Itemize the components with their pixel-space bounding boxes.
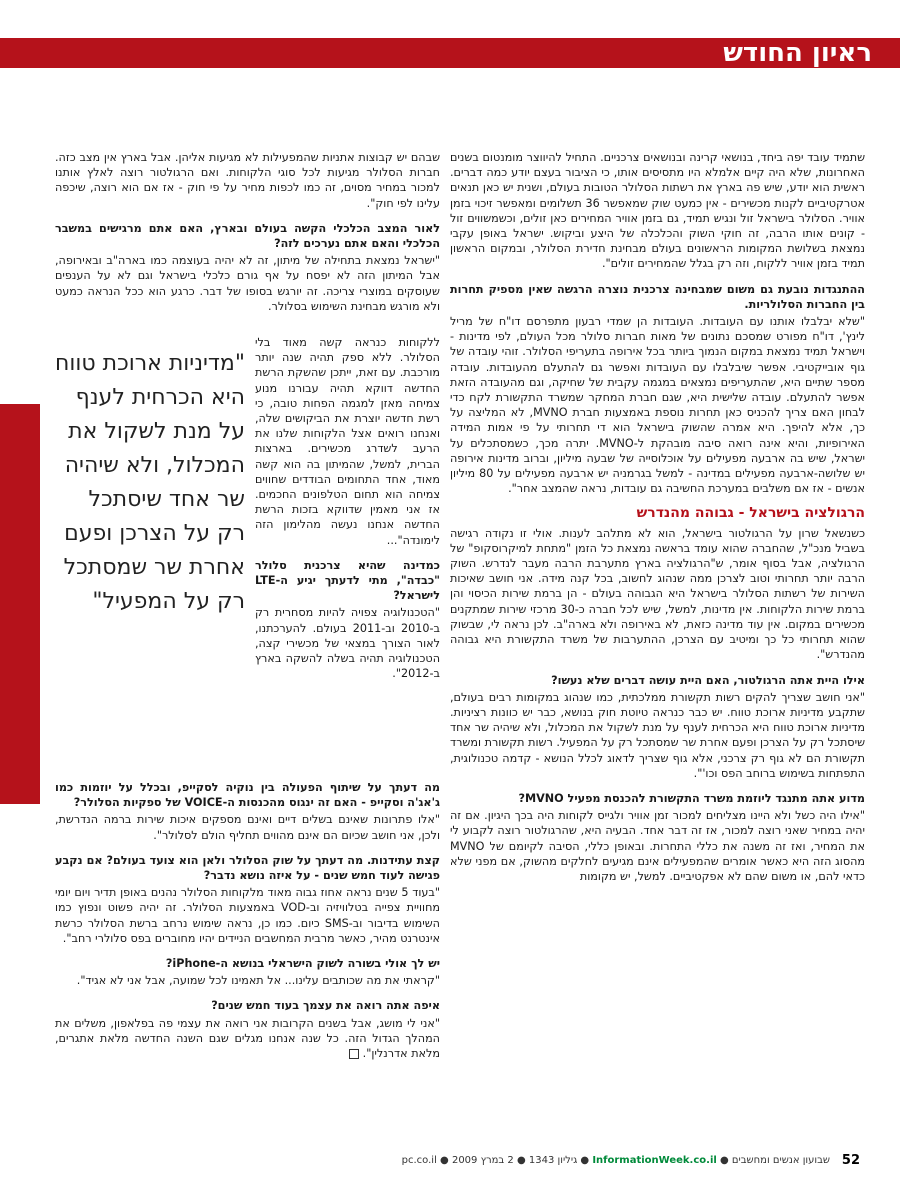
issue-number: גיליון 1343	[528, 1155, 578, 1166]
section-heading: אילו היית אתה הרגולטור, האם היית עושה דברים שלא נעשו?	[551, 673, 865, 687]
article-column-right	[450, 150, 865, 888]
paragraph: "קראתי את מה שכותבים עלינו... אל תאמינו לכל שמועה, אבל אני לא אגיד".	[76, 974, 440, 988]
article-column-left-bottom	[55, 770, 440, 1065]
section-heading: הרגולציה בישראל - גבוהה מהנדרש	[636, 505, 865, 522]
paragraph: "אני חושב שצריך להקים רשות תקשורת ממלכתית, כמו שנהוג במקומות רבים בעולם, שתקבע מדיניות ארוכת טווח. יש כבר כנראה טיוטת חוק בנושא, כבר יש כוונות רציניות. מדיניות ארוכת טווח היא הכרחית לענף על מנת לשקול את המכלול, ולא שיהיה שר אחד שיסתכל רק על הצרכן ופעם אחרת שר שמסתכל רק על המפעיל. רשות תקשורת ומשרד תקשורת הם לא גוף רק צרכני, אלא גוף שצריך לדאוג לכלל הנושא - קדמה טכנולוגית, התפתחות בשימוש ברוחב הפס וכו'".	[450, 690, 865, 780]
paragraph: "אלו פתרונות שאינם בשלים דיים ואינם מספקים איכות שירות ברמה הנדרשת, ולכן, אני חושב שכיום הם אינם מהווים תחליף הולם לסלולר".	[55, 813, 440, 842]
end-mark-icon	[349, 1049, 359, 1059]
section-heading: מה דעתך על שיתוף הפעולה בין נוקיה לסקייפ, ובכלל על יוזמות כמו ג'אג'ה וסקייפ - האם זה ינגוס מהכנסות ה-VOICE של ספקיות הסלולר?	[55, 781, 440, 810]
paragraph: שתמיד עובד יפה ביחד, בנושאי קרינה ובנושאים צרכניים. התחיל להיווצר מומנטום בשנים האחרונות, שלא היה קיים אלמלא היו מתסיסים אותו, כי הציבור בעצם יודע כמה דברים. ראשית הוא יודע, שיש פה בארץ את רשתות הסלולר הטובות בעולם, ושנית יש כאן תנאים אטרקטיביים לקנות מכשירים - אין כמעט שוק שמאפשר 36 תשלומים ומאפשר זיכוי בזמן אוויר. הסלולר בישראל זול ונגיש תמיד, גם בזמן אוויר המחירים כאן זולים, וכשמשווים זול - קונים אותו הרבה, זה חוקי השוק והכלכלה של היצע וביקוש. ישראל באופן עקבי נמצאת בשלושת המקומות הראשונים בעולם מבחינת חדירת הסלולר, ובמקום הראשון תמיד בזמן אוויר ללקוח, וזה רק בגלל שהמחירים זולים".	[450, 151, 865, 271]
paragraph: "אילו היה כשל ולא היינו מצליחים למכור זמן אוויר ולגייס לקוחות היה בכך היגיון. אם זה יהיה במחיר שאני רוצה למכור, אז זה דבר אחד. הבעיה היא, שהרגולטור רוצה לקבוע לי את המחיר, ואז זה משנה את כללי התחרות. ובאופן כללי, הסיבה לקיומם של MVNO מהסוג הזה היא כאשר אומרים שהמפעילים אינם מגיעים לחלקים מהשוק, אם מפני שלא כדאי להם, או משום שהם לא אפקטיביים. למשל, יש מקומות	[450, 809, 865, 883]
paragraph: שבהם יש קבוצות אתניות שהמפעילות לא מגיעות אליהן. אבל בארץ אין מצב כזה. חברות הסלולר מגיעות לכל סוגי הלקוחות. ואם הרגולטור רוצה לאלץ אותנו למכור במחיר מסוים, זה כמו לכפות מחיר על פי חוק - אז אם הוא רוצה, שיכפה עלינו לפי חוק".	[55, 151, 440, 210]
section-heading: איפה אתה רואה את עצמך בעוד חמש שנים?	[211, 999, 440, 1013]
page-number: 52	[841, 1153, 860, 1168]
section-heading: לאור המצב הכלכלי הקשה בעולם ובארץ, האם אתם מרגישים במשבר הכלכלי והאם אתם נערכים לזה?	[55, 221, 440, 251]
paragraph: "הטכנולוגיה צפויה להיות מסחרית רק ב-2010 וב-2011 בעולם. להערכתנו, לאור הצורך במצאי של מכשירי קצה, הטכנולוגיה תהיה בשלה להשקה בארץ ב-2012".	[255, 606, 441, 681]
publication-name: שבועון אנשים ומחשבים	[731, 1155, 830, 1166]
article-column-left-top	[55, 150, 440, 318]
paragraph: "שלא יבלבלו אותנו עם העובדות. העובדות הן שמדי רבעון מתפרסם דו"ח של מריל לינץ', דו"ח מפורט שמסכם נתונים של מאות חברות סלולר מכל העולם, לפי מדינות - וישראל תמיד נמצאת במקום הנמוך ביותר בכל אירופה בתעריפי הסלולר. זוהי עובדה של גוף אובייקטיבי. אפשר שיבלבלו עם העובדות ואפשר גם להתעלם מהעובדות. עובדה מספר שתיים היא, שהתעריפים נמצאים במגמה עקבית של שחיקה, וגם מהעובדה הזאת אפשר להתעלם. עובדה שלישית היא, שגם חברת המחקר שמשרד התקשורת לקח כדי לבחון האם צריך להכניס כאן תחרות נוספת באמצעות חברת MVNO, לא המליצה על כך, אלא להיפך. היא אמרה שהשוק בישראל הוא די תחרותי על פי אמות המידה האירופיות, והיא אינה רואה סיבה מובהקת ל-MVNO. יתרה מכך, כשמסתכלים על ישראל, שיש בה ארבעה מפעילים על אוכלוסייה של שבעה מיליון, וברוב מדינות אירופה יש שלושה-ארבעה מפעילים במדינה - למשל בגרמניה יש ארבעה מפעילים על 80 מיליון אנשים - אז אם משלבים במערכת החשיבה גם עובדות, נראה שהמצב אחר".	[450, 315, 866, 496]
paragraph: ללקוחות כנראה קשה מאוד בלי הסלולר. ללא ספק תהיה שנה יותר מורכבת. עם זאת, ייתכן שהשקת הרשת החדשה דווקא תהיה עבורנו מנוע צמיחה מאזן למגמה הפחות טובה, כי רשת חדשה יוצרת את הביקושים שלה, ואנחנו רואים אצל הלקוחות שלנו את הרעב לשדרג מכשירים. בארצות הברית, למשל, שהמיתון בה הוא קשה מאוד, אחד התחומים הבודדים שחווים צמיחה הוא תחום הטלפונים החכמים. אז אני מאמין שדווקא בזכות הרשת החדשה אנחנו נעשה מהלימון הזה לימונדה"...	[255, 336, 440, 547]
section-title: ראיון החודש	[723, 38, 872, 68]
page-footer	[40, 1150, 860, 1172]
section-heading: מדוע אתה מתנגד ליוזמת משרד התקשורת להכנסת מפעיל MVNO?	[518, 791, 865, 805]
paragraph: כשנשאל שרון על הרגולטור בישראל, הוא לא מתלהב לענות. אולי זו נקודה רגישה בשביל מנכ"ל, שהחברה שהוא עומד בראשה נמצאת כל הזמן "מתחת למיקרוסקופ" של הרגולציה, אבל בסוף אומר, ש"הרגולציה בארץ מתערבת הרבה מעבר לנדרש. השוק הרבה יותר תחרותי וטוב לצרכן ממה שנהוג לחשוב, בכל קנה מידה. אני חושב שאיכות השירות של רשתות הסלולר בישראל היא הגבוהה בעולם - הן ברמת שירות הכיסוי והן ברמת שירות הלקוחות. אין מדינות, למשל, שיש לכל חברה כ-30 מרכזי שירות שמתקנים מכשירים במקום. אין עוד מדינה כזאת, לא באירופה ולא בארה"ב. לכן נראה לי, שבשוק שהוא תחרותי כל כך ומיטיב עם הצרכן, ההתערבות של משרד התקשורת היא גבוהה מהנדרש".	[450, 526, 865, 662]
pull-quote: "מדיניות ארוכת טווח היא הכרחית לענף על מנת לשקול את המכלול, ולא שיהיה שר אחד שיסתכל רק על הצרכן ופעם אחרת שר שמסתכל רק על המפעיל"	[55, 351, 245, 614]
paragraph: "אני לי מושג, אבל בשנים הקרובות אני רואה את עצמי פה בפלאפון, משלים את המהלך הגדול הזה. כל שנה אנחנו מגלים שגם השנה החדשה מלאת אתגרים, מלאת אדרנלין".	[55, 1016, 440, 1061]
paragraph: "בעוד 5 שנים נראה אחוז גבוה מאוד מלקוחות הסלולר נהנים באופן תדיר ויום יומי מחוויית צפייה בטלוויזיה וב-VOD באמצעות הסלולר. זה יהיה פשוט ונפוץ כמו השימוש בדיבור וב-SMS כיום. כמו כן, נראה שימוש נרחב ברשת הסלולר כרשת אינטרנט מהיר, כאשר מרבית המחשבים הניידים יהיו מחוברים בפס סלולרי רחב".	[55, 886, 440, 945]
paragraph: "ישראל נמצאת בתחילה של מיתון, זה לא יהיה בעוצמה כמו בארה"ב ובאירופה, אבל המיתון הזה לא יפסח על אף גורם כלכלי בישראל וגם לא על הענפים שעוסקים במוצרי צריכה. זה יורגש בסופו של דבר. כרגע הוא ככל הנראה כמעט ולא מורגש מבחינת השימוש בסלולר.	[55, 254, 440, 313]
section-heading: כמדינה שהיא צרכנית סלולר "כבדה", מתי לדעתך יגיע ה-LTE לישראל?	[255, 558, 440, 603]
publication-line: שבועון אנשים ומחשבים ● InformationWeek.co.il ● גיליון 1343 ● 2 במרץ 2009 ● pc.co.il	[401, 1155, 830, 1166]
section-heading: ההתנגדות נובעת גם משום שמבחינה צרכנית נוצרה הרגשה שאין מספיק תחרות בין החברות הסלולריות.	[450, 282, 865, 311]
site-name: InformationWeek.co.il	[592, 1155, 717, 1166]
side-accent-tab	[0, 404, 40, 804]
issue-date: 2 במרץ 2009	[451, 1155, 514, 1166]
page-header	[0, 0, 900, 75]
section-heading: יש לך אולי בשורה לשוק הישראלי בנושא ה-iPhone?	[165, 957, 440, 971]
article-column-left-mid	[255, 335, 440, 685]
section-heading: קצת עתידנות. מה דעתך על שוק הסלולר ולאן הוא צועד בעולם? אם נקבע פגישה לעוד חמש שנים - על איזה נושא נדבר?	[55, 853, 440, 883]
publication-url: pc.co.il	[401, 1155, 437, 1166]
